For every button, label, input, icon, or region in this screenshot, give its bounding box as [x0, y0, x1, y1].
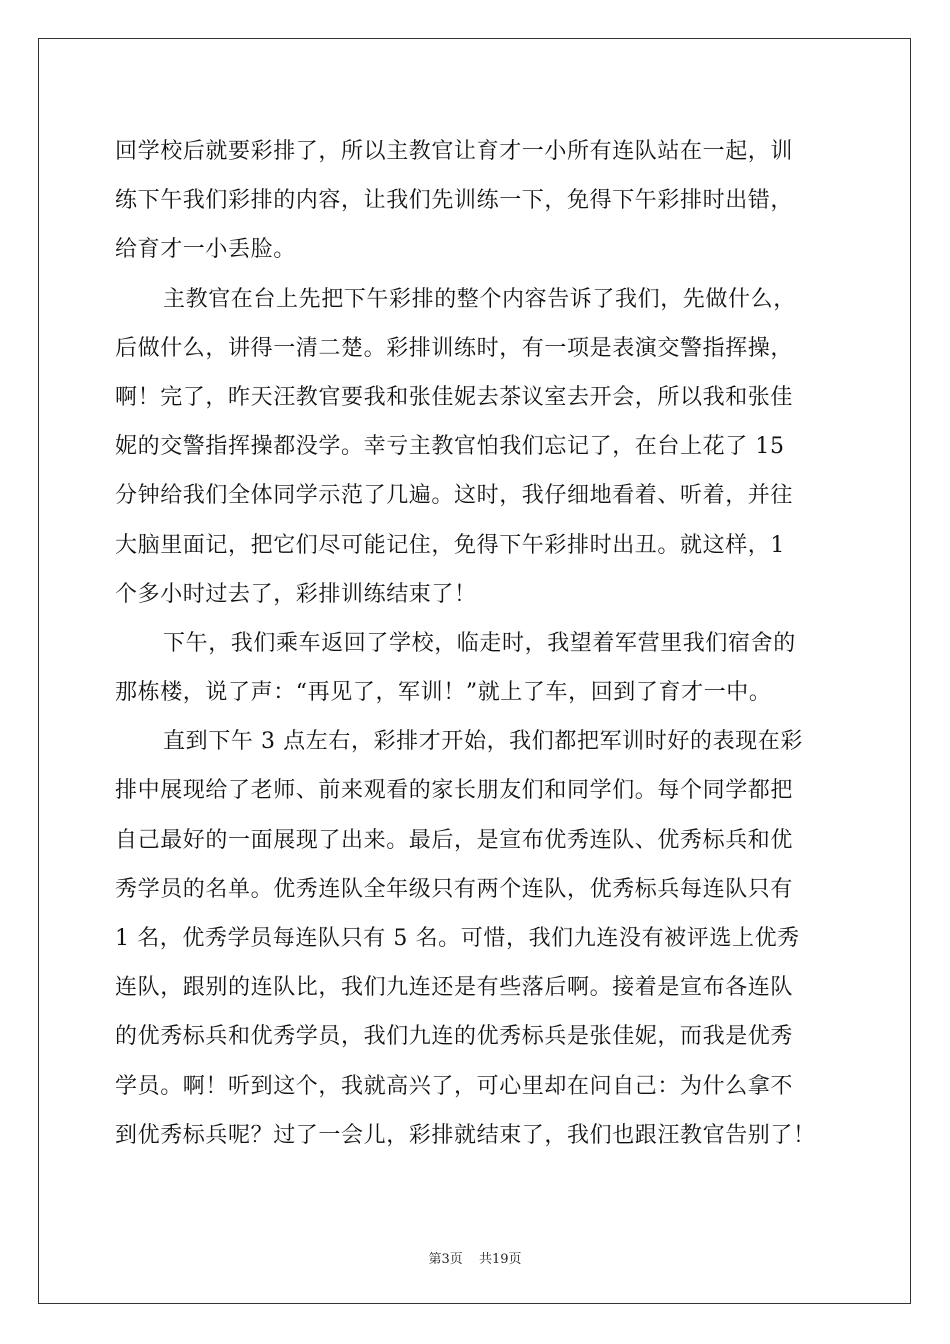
- text-line: 1 名，优秀学员每连队只有 5 名。可惜，我们九连没有被评选上优秀: [115, 926, 800, 951]
- text-line: 下午，我们乘车返回了学校，临走时，我望着军营里我们宿舍的: [163, 630, 796, 656]
- text-line: 妮的交警指挥操都没学。幸亏主教官怕我们忘记了，在台上花了 15: [115, 434, 785, 460]
- text-line: 啊！完了，昨天汪教官要我和张佳妮去茶议室去开会，所以我和张佳: [115, 384, 794, 410]
- page-total: 共19页: [478, 1252, 522, 1267]
- text-line: 后做什么，讲得一清二楚。彩排训练时，有一项是表演交警指挥操，: [115, 335, 794, 361]
- text-line: 那栋楼，说了声：“再见了，军训！”就上了车，回到了育才一中。: [115, 680, 772, 706]
- text-line: 直到下午 3 点左右，彩排才开始，我们都把军训时好的表现在彩: [163, 729, 803, 755]
- text-line: 大脑里面记，把它们尽可能记住，免得下午彩排时出丑。就这样，1: [115, 532, 785, 558]
- text-line: 分钟给我们全体同学示范了几遍。这时，我仔细地看着、听着，并往: [115, 483, 794, 509]
- text-line: 到优秀标兵呢？过了一会儿，彩排就结束了，我们也跟汪教官告别了！: [115, 1122, 816, 1148]
- text-line: 主教官在台上先把下午彩排的整个内容告诉了我们，先做什么，: [163, 286, 796, 312]
- text-line: 排中展现给了老师、前来观看的家长朋友们和同学们。每个同学都把: [115, 778, 794, 804]
- text-line: 学员。啊！听到这个，我就高兴了，可心里却在问自己：为什么拿不: [115, 1073, 794, 1099]
- page-footer: [0, 1248, 950, 1267]
- document-body: [115, 127, 840, 1160]
- text-line: 给育才一小丢脸。: [115, 237, 296, 263]
- text-line: 的优秀标兵和优秀学员，我们九连的优秀标兵是张佳妮，而我是优秀: [115, 1024, 794, 1050]
- text-line: 练下午我们彩排的内容，让我们先训练一下，免得下午彩排时出错，: [115, 188, 794, 214]
- text-line: 回学校后就要彩排了，所以主教官让育才一小所有连队站在一起，训: [115, 139, 794, 164]
- text-line: 连队，跟别的连队比，我们九连还是有些落后啊。接着是宣布各连队: [115, 975, 794, 1001]
- text-line: 个多小时过去了，彩排训练结束了！: [115, 581, 477, 607]
- page-number: 第3页: [428, 1252, 463, 1267]
- text-line: 秀学员的名单。优秀连队全年级只有两个连队，优秀标兵每连队只有: [115, 876, 794, 902]
- text-line: 自己最好的一面展现了出来。最后，是宣布优秀连队、优秀标兵和优: [115, 827, 794, 853]
